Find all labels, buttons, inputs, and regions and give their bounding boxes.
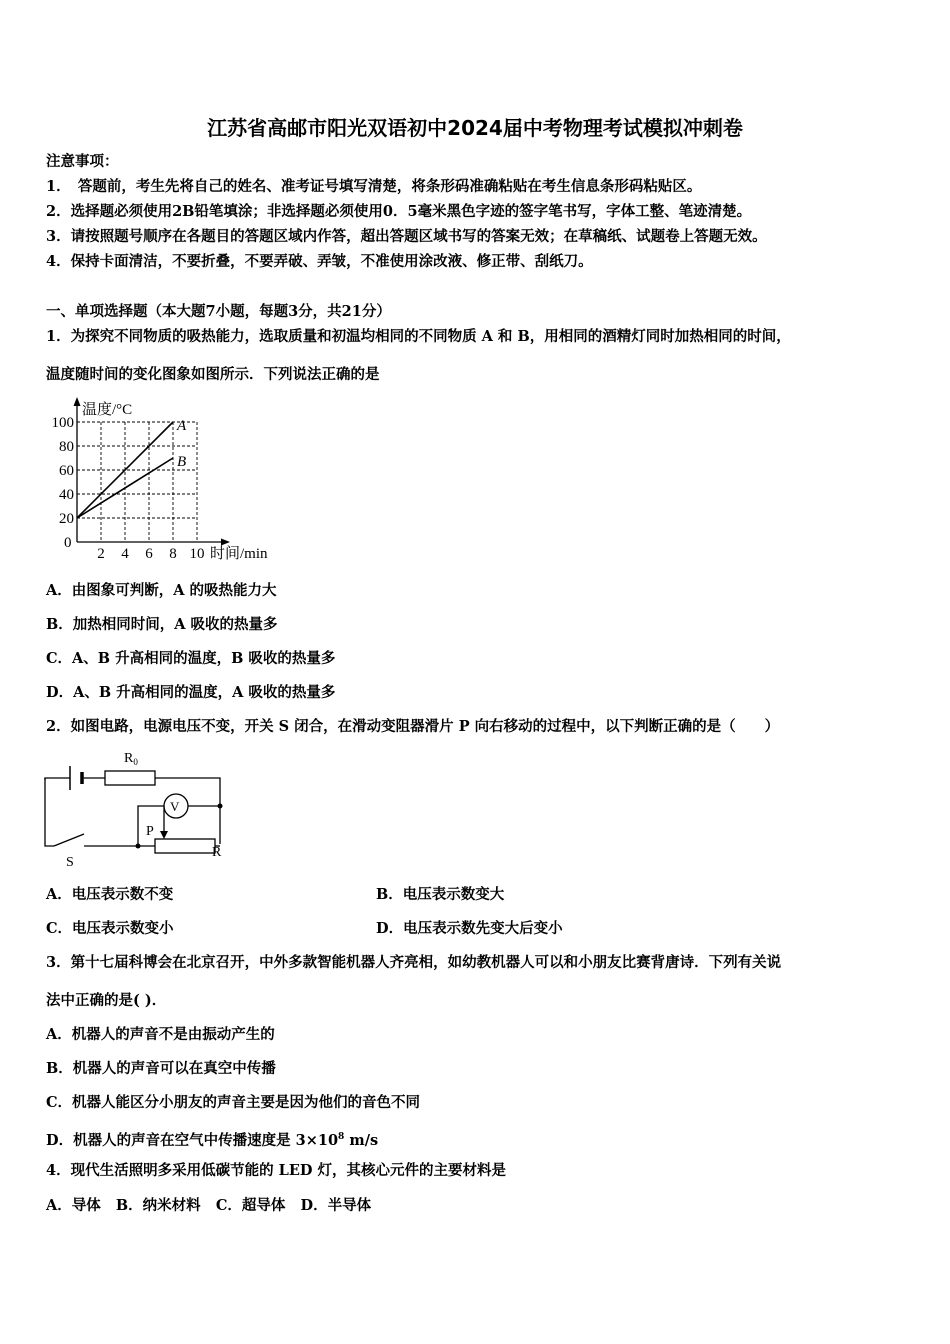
temperature-time-chart	[44, 395, 294, 570]
x-tick-label-8: 8	[169, 546, 177, 562]
q2-option-a[interactable]: A．电压表示数不变	[46, 886, 174, 903]
q3-option-a[interactable]: A．机器人的声音不是由振动产生的	[46, 1026, 275, 1043]
q3-option-d-text: D．机器人的声音在空气中传播速度是 3×10	[46, 1131, 339, 1149]
slider-label: P	[146, 824, 154, 839]
q4-stem: 4．现代生活照明多采用低碳节能的 LED 灯，其核心元件的主要材料是	[46, 1162, 507, 1179]
q2-option-d[interactable]: D．电压表示数先变大后变小	[376, 920, 563, 937]
switch-s	[54, 834, 84, 846]
q4-option-a[interactable]: A．导体	[46, 1197, 101, 1214]
q1-option-b[interactable]: B．加热相同时间，A 吸收的热量多	[46, 616, 278, 633]
q1-option-c[interactable]: C．A、B 升高相同的温度，B 吸收的热量多	[46, 650, 336, 667]
rheostat-r	[155, 839, 215, 853]
q2-stem: 2．如图电路，电源电压不变，开关 S 闭合，在滑动变阻器滑片 P 向右移动的过程中，以下判断正确的是（ ）	[46, 718, 780, 735]
q1-option-d[interactable]: D．A、B 升高相同的温度，A 吸收的热量多	[46, 684, 336, 701]
x-axis-label: 时间/min	[210, 546, 268, 562]
y-tick-label-20: 20	[59, 511, 74, 527]
q3-stem-line2: 法中正确的是( )．	[46, 992, 167, 1009]
rheostat-label: R	[212, 845, 222, 860]
junction-dot-1	[218, 804, 223, 809]
chart-tick-labels	[52, 415, 205, 562]
x-tick-label-6: 6	[145, 546, 153, 562]
y-axis-label: 温度/°C	[82, 402, 133, 418]
notice-item-3: 3．请按照题号顺序在各题目的答题区域内作答，超出答题区域书写的答案无效；在草稿纸、试题卷上答题无效。	[46, 228, 767, 245]
q4-option-b[interactable]: B．纳米材料	[115, 1197, 201, 1214]
q1-option-a[interactable]: A．由图象可判断，A 的吸热能力大	[46, 582, 277, 599]
x-tick-label-4: 4	[121, 546, 129, 562]
notice-item-4: 4．保持卡面清洁，不要折叠，不要弄破、弄皱，不准使用涂改液、修正带、刮纸刀。	[46, 253, 593, 270]
notice-heading: 注意事项：	[46, 153, 119, 170]
resistor-r0	[105, 771, 155, 785]
notice-item-1: 1． 答题前，考生先将自己的姓名、准考证号填写清楚，将条形码准确粘贴在考生信息条形码粘贴区。	[46, 178, 702, 195]
q3-option-b[interactable]: B．机器人的声音可以在真空中传播	[46, 1060, 276, 1077]
y-tick-label-40: 40	[59, 487, 74, 503]
y-tick-label-80: 80	[59, 439, 74, 455]
series-label-A: A	[177, 418, 187, 434]
circuit-diagram	[40, 742, 240, 872]
q2-option-b[interactable]: B．电压表示数变大	[376, 886, 505, 903]
q4-option-c[interactable]: C．超导体	[215, 1197, 286, 1214]
notice-item-2: 2．选择题必须使用2B铅笔填涂；非选择题必须使用0．5毫米黑色字迹的签字笔书写，字体工整、笔迹清楚。	[46, 203, 752, 220]
x-axis-arrow	[221, 539, 230, 546]
q1-stem-line1: 1．为探究不同物质的吸热能力，选取质量和初温均相同的不同物质 A 和 B，用相同的酒精灯同时加热相同的时间，	[46, 328, 791, 345]
y-tick-label-60: 60	[59, 463, 74, 479]
voltmeter-label: V	[170, 799, 180, 814]
q1-stem-line2: 温度随时间的变化图象如图所示．下列说法正确的是	[46, 366, 380, 383]
q3-option-d[interactable]	[46, 1127, 378, 1151]
resistor-r0-label: $R_0$	[124, 751, 138, 767]
chart-series	[77, 418, 187, 518]
q4-option-d[interactable]: D．半导体	[300, 1197, 372, 1214]
series-label-B: B	[177, 454, 187, 470]
q3-option-d-unit: m/s	[344, 1131, 379, 1149]
switch-label: S	[66, 855, 74, 870]
y-axis-arrow	[74, 397, 81, 406]
circuit-wire-top	[45, 778, 220, 844]
y-tick-label-100: 100	[51, 415, 74, 431]
circuit-wire-left	[45, 778, 54, 846]
q3-option-c[interactable]: C．机器人能区分小朋友的声音主要是因为他们的音色不同	[46, 1094, 421, 1111]
junction-dot-2	[136, 844, 141, 849]
x-tick-label-2: 2	[97, 546, 105, 562]
page-title: 江苏省高邮市阳光双语初中2024届中考物理考试模拟冲刺卷	[207, 116, 743, 140]
x-tick-label-10: 10	[189, 546, 205, 562]
origin-label: 0	[64, 535, 72, 551]
battery-symbol	[70, 766, 82, 790]
chart-grid	[77, 422, 197, 542]
section-heading: 一、单项选择题（本大题7小题，每题3分，共21分）	[46, 303, 391, 320]
q3-option-d-exponent: 8	[338, 1132, 345, 1142]
q2-option-c[interactable]: C．电压表示数变小	[46, 920, 174, 937]
q3-stem-line1: 3．第十七届科博会在北京召开，中外多款智能机器人齐亮相，如幼教机器人可以和小朋友比赛背唐诗．下列有关说	[46, 954, 782, 971]
q4-options	[46, 1196, 371, 1216]
